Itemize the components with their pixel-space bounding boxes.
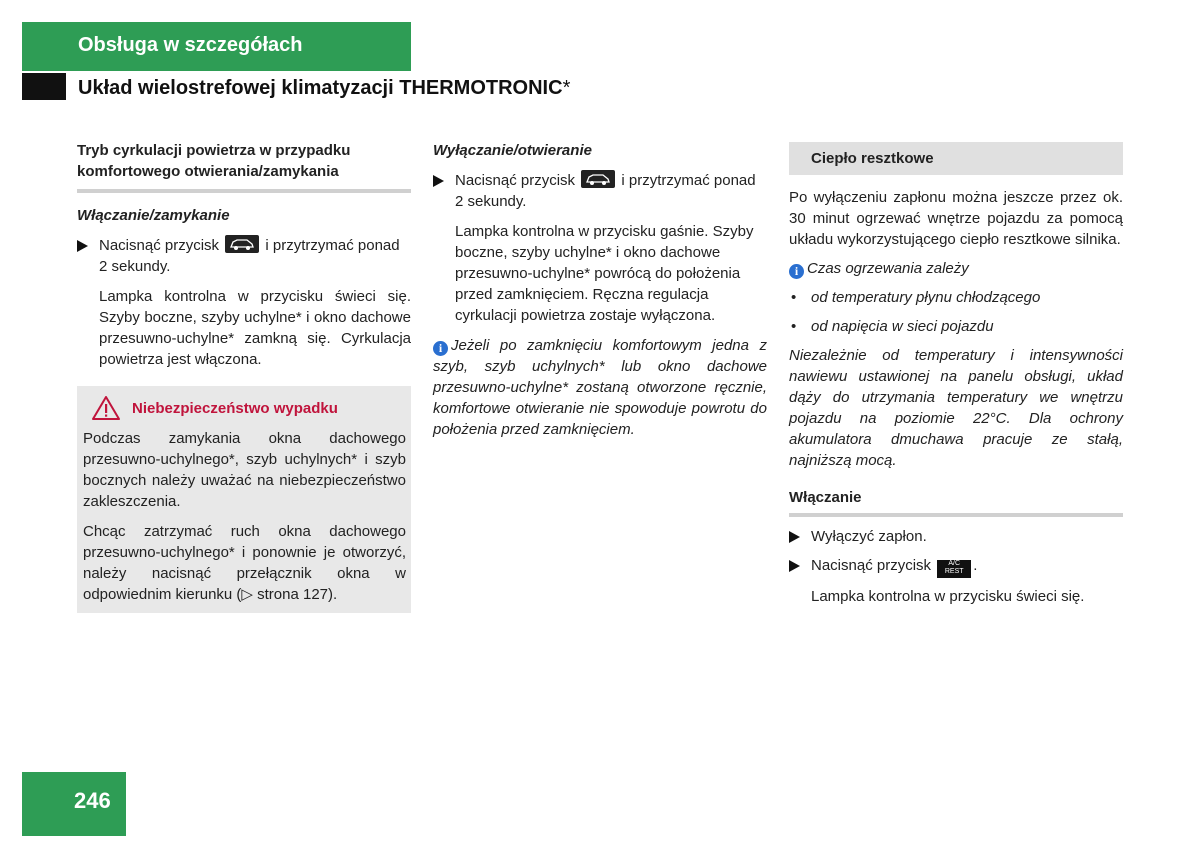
subheading: Włączanie/zamykanie [77,207,230,224]
column-heading: Tryb cyrkulacji powietrza w przypadku komfortowego otwierania/zamykania [77,142,351,180]
page-number-box [22,772,126,836]
info-note: i Jeżeli po zamknięciu komfortowym jedna z szyb, szyb uchylnych* lub okno dachowe przesuwno-uchylne* zostaną otworzone ręcznie, komfortowe otwieranie nie spowoduje powrotu do położenia przed zamknięciem. [433,337,767,438]
heading-marker [22,73,66,100]
subheading: Wyłączanie/otwieranie [433,142,592,159]
info-icon: i [789,264,804,279]
warning-triangle-icon [91,395,121,421]
instruction-step: Wyłączyć zapłon. [789,526,1123,547]
car-recirculation-icon [581,170,615,188]
page-title: Układ wielostrefowej klimatyzacji THERMOTRONIC* [78,77,571,99]
warning-text: Podczas zamykania okna dachowego przesuwno-uchylnego*, szyb uchylnych* i szyb bocznych należy uważać na niebezpieczeństwo zakleszczenia. [83,430,406,510]
instruction-step: Nacisnąć przycisk i przytrzymać ponad 2 sekundy. [433,170,767,212]
instruction-step: Nacisnąć przycisk A/C REST . [789,555,1123,578]
box-heading: Ciepło resztkowe [789,142,1123,175]
column-left [77,140,411,613]
warning-box [77,386,411,613]
divider [77,189,411,193]
subheading: Włączanie [789,489,862,506]
step-result: Lampka kontrolna w przycisku świeci się. Szyby boczne, szyby uchylne* i okno dachowe przesuwno-uchylne* zamkną się. Cyrkulacja powietrza jest włączona. [99,288,411,368]
info-icon: i [433,341,448,356]
page-number: 246 [74,788,111,813]
car-recirculation-icon [225,235,259,253]
instruction-step: Nacisnąć przycisk i przytrzymać ponad 2 sekundy. [77,235,411,277]
section-tab [22,22,411,71]
list-item: • od temperatury płynu chłodzącego [789,287,1123,308]
warning-heading: Niebezpieczeństwo wypadku [83,396,406,422]
paragraph: Po wyłączeniu zapłonu można jeszcze przez ok. 30 minut ogrzewać wnętrze pojazdu za pomocą układu wykorzystującego ciepło resztkowe silnika. [789,189,1123,248]
info-note: i Czas ogrzewania zależy [789,258,1123,279]
section-title: Obsługa w szczegółach [78,34,303,56]
paragraph: Niezależnie od temperatury i intensywności nawiewu ustawionej na panelu obsługi, układ dąży do utrzymania temperatury we wnętrzu pojazdu na poziomie 22°C. Dla ochrony akumulatora dmuchawa pracuje ze stałą, najniższą mocą. [789,347,1123,469]
ac-rest-button-icon: A/C REST [937,560,971,578]
divider [789,513,1123,517]
arrow-bullet-icon [789,531,800,543]
warning-text: Chcąc zatrzymać ruch okna dachowego przesuwno-uchylnego* i ponownie je otworzyć, należy nacisnąć przełącznik okna w odpowiednim kierunku (▷ strona 127). [83,523,406,603]
arrow-bullet-icon [433,175,444,187]
arrow-bullet-icon [789,560,800,572]
list-item: • od napięcia w sieci pojazdu [789,316,1123,337]
column-middle [433,140,767,440]
step-result: Lampka kontrolna w przycisku gaśnie. Szyby boczne, szyby uchylne* i okno dachowe przesuwno-uchylne* powrócą do położenia przed zamknięciem. Ręczna regulacja cyrkulacji powietrza zostaje wyłączona. [455,223,754,324]
step-result: Lampka kontrolna w przycisku świeci się. [811,588,1085,605]
column-right [789,140,1123,607]
arrow-bullet-icon [77,240,88,252]
